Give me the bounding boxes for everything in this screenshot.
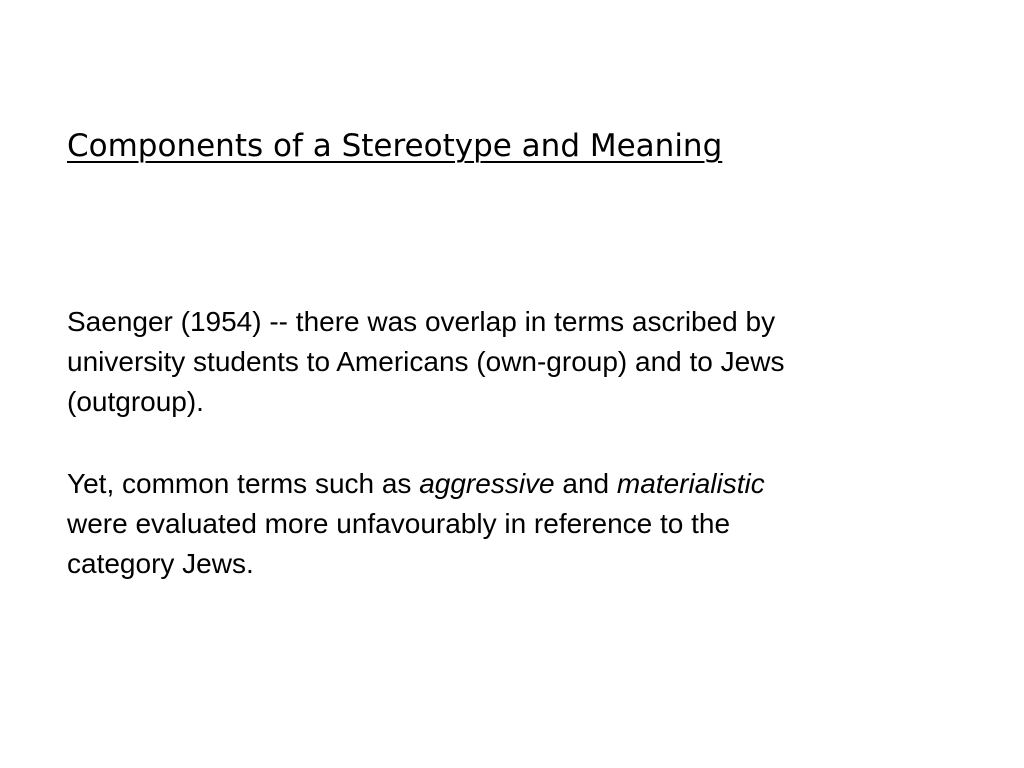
paragraph2-line1-prefix: Yet, common terms such as — [67, 468, 420, 499]
term-aggressive: aggressive — [419, 468, 555, 499]
paragraph1-line1: Saenger (1954) -- there was overlap in terms ascribed by — [67, 306, 776, 337]
paragraph-common-terms — [67, 464, 967, 584]
paragraph2-line2: were evaluated more unfavourably in reference to the — [67, 508, 731, 539]
paragraph1-line2: university students to Americans (own-group) and to Jews — [67, 346, 785, 377]
term-materialistic: materialistic — [616, 468, 765, 499]
slide-title: Components of a Stereotype and Meaning — [67, 128, 723, 164]
paragraph1-line3: (outgroup). — [67, 386, 204, 417]
paragraph2-line3: category Jews. — [67, 548, 254, 579]
paragraph2-line1 — [67, 464, 967, 504]
paragraph2-line1-middle: and — [554, 468, 617, 499]
paragraph-saenger — [67, 302, 967, 422]
